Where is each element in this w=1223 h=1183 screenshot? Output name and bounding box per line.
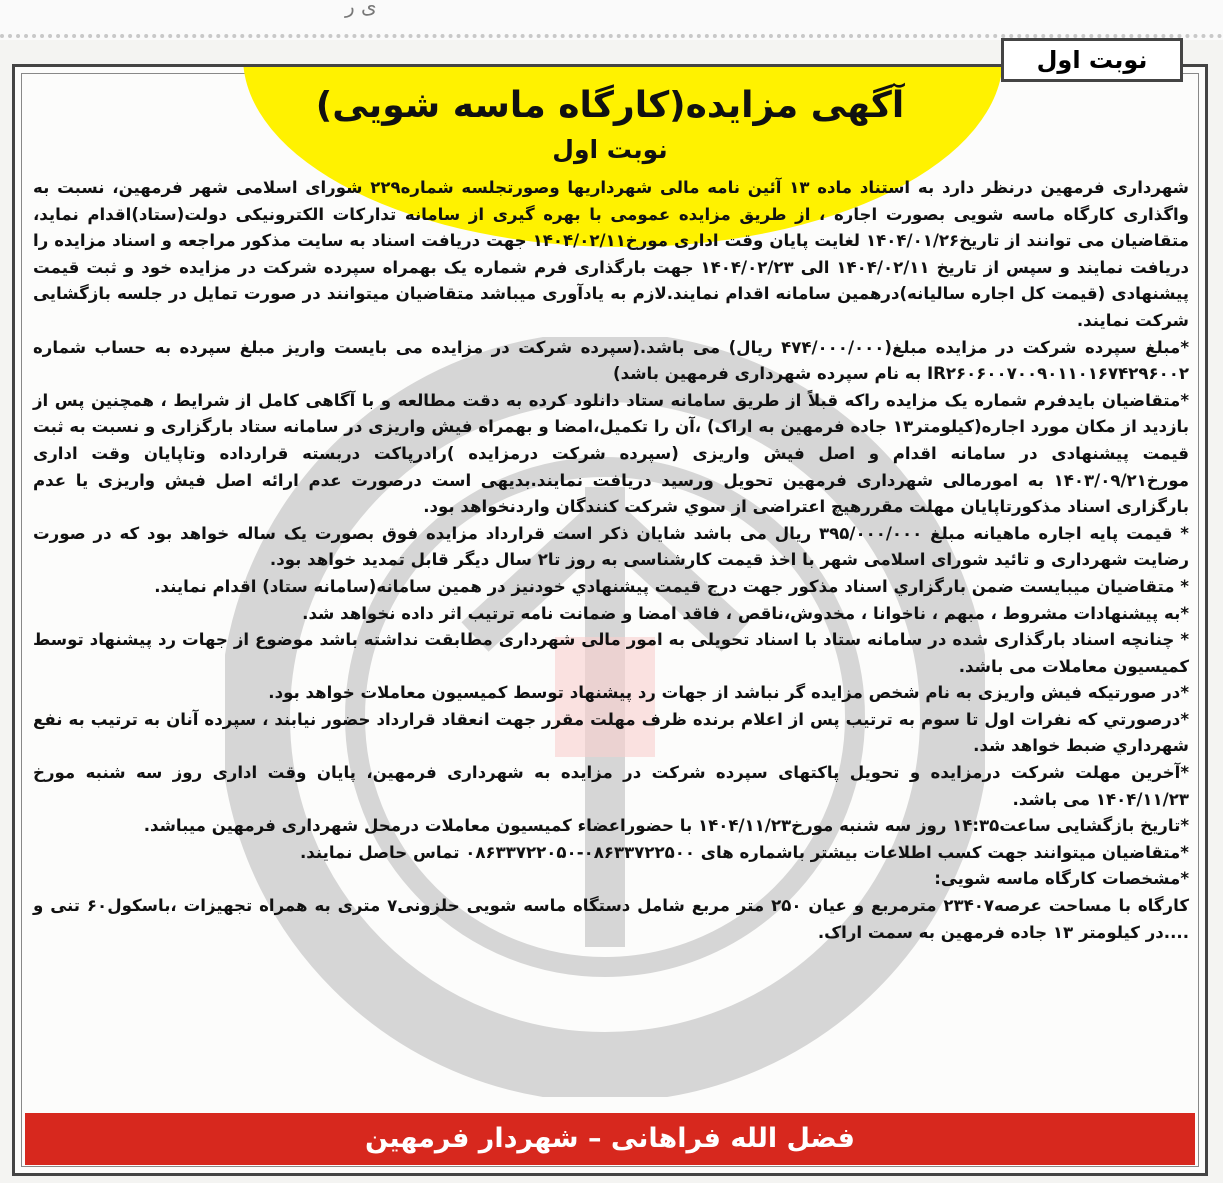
ad-title: آگهی مزایده(کارگاه ماسه شویی) [315,85,905,126]
intro-paragraph: شهرداری فرمهین درنظر دارد به استناد ماده ۱۳ آئین نامه مالی شهرداریها وصورتجلسه شماره۲۲۹ شورای اسلامی شهر فرمهین، نسبت به واگذاری کارگاه ماسه شویی بصورت اجاره ، از طریق مزایده عمومی با بهره گیری از سامانه تدارکات الکترونیکی دولت(ستاد)اقدام نماید، متقاضیان می توانند از تاریخ۱۴۰۴/۰۱/۲۶ لغایت پایان وقت اداری مورخ۱۴۰۴/۰۲/۱۱ جهت دریافت اسناد به سایت مذکور مراجعه و اسناد مزایده را دریافت نمایند و سپس از تاریخ ۱۴۰۴/۰۲/۱۱ الی ۱۴۰۴/۰۲/۲۳ جهت بارگذاری فرم شماره یک بهمراه سپرده شرکت در مزایده خود و ثبت قیمت پیشنهادی (قیمت کل اجاره سالیانه)درهمین سامانه اقدام نمایند.لازم به یادآوری میباشد متقاضیان میتوانند در صورت تمایل در جلسه بازگشایی شرکت نمایند. [33,178,1190,330]
ad-frame [12,64,1208,1176]
receipt-name-paragraph: *در صورتیکه فیش واریزی به نام شخص مزایده گر نباشد از جهات رد پیشنهاد توسط کمیسیون معاملات خواهد بود. [268,683,1189,703]
forfeit-paragraph: *درصورتي که نفرات اول تا سوم به ترتیب پس از اعلام برنده ظرف مهلت مقرر جهت انعقاد قرارداد حضور نیابند ، سپرده آنان به ترتیب به نفع شهرداري ضبط خواهد شد. [33,709,1189,756]
mayor-signature: فضل الله فراهانی – شهردار فرمهین [365,1123,855,1154]
ad-subtitle: نوبت اول [552,135,668,164]
specs-paragraph: کارگاه با مساحت عرصه۲۳۴۰۷ مترمربع و عیان ۲۵۰ متر مربع شامل دستگاه ماسه شویی حلزونی۷ متری به همراه تجهیزات ،باسکول۶۰ تنی و ....در کیلومتر ۱۳ جاده فرمهین به سمت اراک. [33,896,1189,942]
contact-paragraph: *متقاضیان میتوانند جهت کسب اطلاعات بیشتر باشماره های ۰۸۶۳۳۷۲۲۵۰۰-۰۸۶۳۳۷۲۲۰۵۰ تماس حاصل نمایند. [299,842,1189,862]
opening-paragraph: *تاریخ بازگشایی ساعت۱۴:۳۵ روز سه شنبه مورخ۱۴۰۴/۱۱/۲۳ با حضوراعضاء کمیسیون معاملات درمحل شهرداری فرمهین میباشد. [143,816,1189,836]
deposit-paragraph: *مبلغ سپرده شرکت در مزایده مبلغ(۴۷۴/۰۰۰/۰۰۰ ریال) می باشد.(سپرده شرکت در مزایده می بایست واریز مبلغ سپرده به حساب شماره IR۲۶۰۶۰۰۷۰۰۹۰۱۱۰۱۶۷۴۲۹۶۰۰۲ به نام سپرده شهرداری فرمهین باشد) [33,337,1190,384]
mismatch-paragraph: * چنانچه اسناد بارگذاری شده در سامانه ستاد با اسناد تحویلی به امور مالی شهرداری مطابقت نداشته باشد موضوع از جهات رد پیشنهاد توسط کمیسیون معاملات می باشد. [33,630,1189,676]
form-instructions-paragraph: *متقاضیان بایدفرم شماره یک مزایده راکه قبلاً از طریق سامانه ستاد دانلود کرده به دقت مطالعه و با آگاهی کامل از شرایط ، همچنین پس از بازدید از مکان مورد اجاره(کیلومتر۱۳ جاده فرمهین به اراک) ،آن را تکمیل،امضا و بهمراه فیش واریزی در سامانه ستاد بارگزاری و نسبت به ثبت قیمت پیشنهادی در سامانه اقدام و اصل فیش واریزی (سپرده شرکت درمزایده )رادرپاکت دربسته قرارداده وتاپایان وقت اداری مورخ۱۴۰۳/۰۹/۲۱ به امورمالی شهرداری فرمهین تحویل ورسید دریافت نمایند.بدیهی است درصورت عدم ارائه اصل فیش واریزی یا عدم بارگزاری اسناد مذکورتاپایان مهلت مقررهیچ اعتراضی از سوي شرکت کنندگان واردنخواهد بود. [33,390,1189,517]
previous-page-strip [0,0,1223,40]
round-tab: نوبت اول [1001,38,1183,82]
conditional-offers-paragraph: *به پیشنهادات مشروط ، مبهم ، ناخوانا ، مخدوش،ناقص ، فاقد امضا و ضمانت نامه ترتیب اثر داده نخواهد شد. [302,603,1189,623]
ad-body [33,175,1189,946]
previous-page-fragment: ی ر [345,0,377,18]
base-price-paragraph: * قیمت پایه اجاره ماهیانه مبلغ ۳۹۵/۰۰۰/۰۰۰ ریال می باشد شایان ذکر است قرارداد مزایده فوق بصورت یک ساله خواهد بود که در صورت رضایت شهرداری و تائید شورای اسلامی شهر با اخذ قیمت کارشناسی به روز تا۲ سال دیگر قابل تمدید خواهد بود. [33,523,1189,570]
deadline-paragraph: *آخرین مهلت شرکت درمزایده و تحویل پاکتهای سپرده شرکت در مزایده به شهرداری فرمهین، پایان وقت اداری روز سه شنبه مورخ ۱۴۰۴/۱۱/۲۳ می باشد. [33,763,1189,809]
specs-heading: *مشخصات کارگاه ماسه شویی: [934,869,1189,889]
upload-paragraph: * متقاضیان میبایست ضمن بارگزاري اسناد مذکور جهت درج قیمت پیشنهادي خودنیز در همین سامانه(سامانه ستاد) اقدام نمایند. [154,576,1189,596]
signature-bar [25,1113,1195,1165]
